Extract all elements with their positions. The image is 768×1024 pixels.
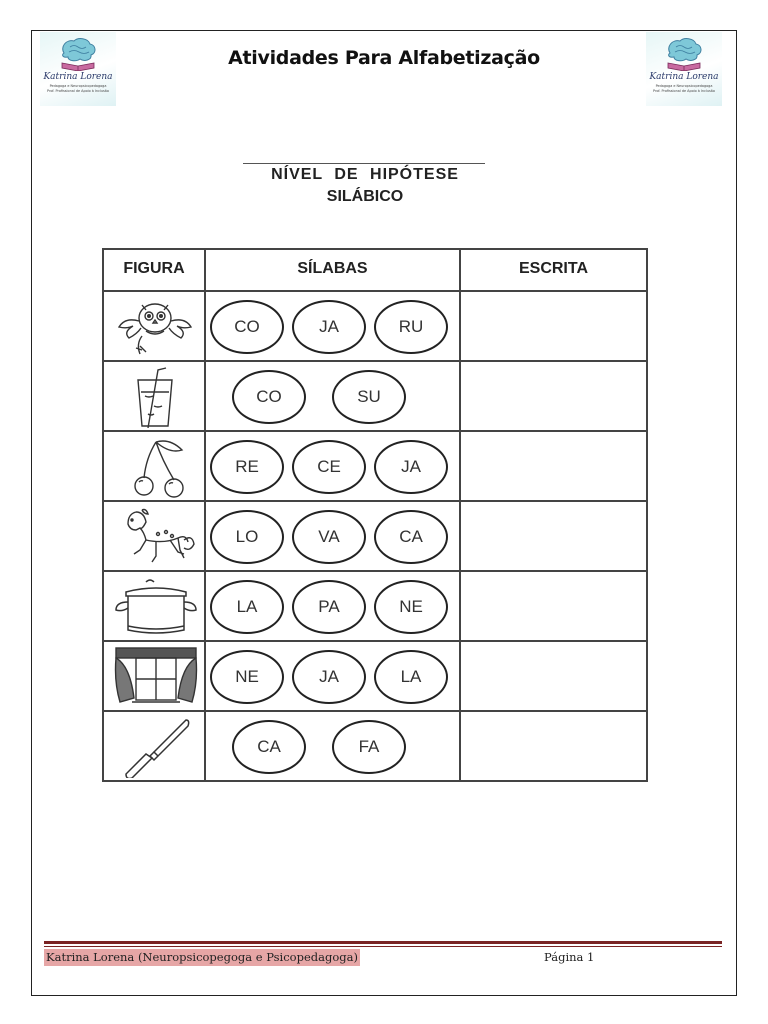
writing-cell[interactable] bbox=[460, 291, 647, 361]
syllable-bubble: CA bbox=[232, 720, 306, 774]
syllable-bubble: CE bbox=[292, 440, 366, 494]
figure-cell bbox=[103, 431, 205, 501]
figure-cell bbox=[103, 291, 205, 361]
worksheet-subtitle: SILÁBICO bbox=[326, 188, 404, 205]
table-row bbox=[103, 641, 647, 711]
horse-icon bbox=[112, 506, 198, 568]
syllable-bubble: CO bbox=[232, 370, 306, 424]
syllable-bubble: RU bbox=[374, 300, 448, 354]
column-header-escrita: ESCRITA bbox=[460, 249, 647, 291]
footer-author: Katrina Lorena (Neuropsicopegoga e Psicopedagoga) bbox=[46, 950, 358, 964]
syllable-bubble: VA bbox=[292, 510, 366, 564]
syllable-table bbox=[102, 248, 648, 782]
logo-subtitle: Prof. Profissional de Apoio à Inclusão bbox=[653, 89, 715, 93]
writing-cell[interactable] bbox=[460, 571, 647, 641]
logo-subtitle: Pedagoga e Neuropsicopedagoga bbox=[49, 84, 107, 88]
syllable-bubble: CO bbox=[210, 300, 284, 354]
writing-cell[interactable] bbox=[460, 431, 647, 501]
writing-cell[interactable] bbox=[460, 641, 647, 711]
table-header-row bbox=[103, 249, 647, 291]
syllables-cell bbox=[205, 431, 460, 501]
footer-rule bbox=[44, 946, 722, 947]
page-number: Página 1 bbox=[544, 950, 595, 964]
logo-name: Katrina Lorena bbox=[649, 72, 719, 82]
footer-rule bbox=[44, 941, 722, 944]
logo-left bbox=[40, 32, 116, 106]
figure-cell bbox=[103, 641, 205, 711]
cherry-icon bbox=[112, 436, 198, 498]
title-rule bbox=[243, 163, 485, 164]
syllable-bubble: LA bbox=[374, 650, 448, 704]
logo-name: Katrina Lorena bbox=[43, 72, 113, 82]
brain-book-icon bbox=[58, 37, 98, 71]
table-row bbox=[103, 291, 647, 361]
syllable-bubble: NE bbox=[374, 580, 448, 634]
syllable-bubble: JA bbox=[292, 300, 366, 354]
knife-icon bbox=[112, 716, 198, 778]
writing-cell[interactable] bbox=[460, 711, 647, 781]
syllable-bubble: LA bbox=[210, 580, 284, 634]
syllable-bubble: CA bbox=[374, 510, 448, 564]
column-header-silabas: SÍLABAS bbox=[205, 249, 460, 291]
syllable-bubble: JA bbox=[374, 440, 448, 494]
figure-cell bbox=[103, 711, 205, 781]
logo-subtitle: Pedagoga e Neuropsicopedagoga bbox=[655, 84, 713, 88]
syllable-bubble: LO bbox=[210, 510, 284, 564]
syllables-cell bbox=[205, 641, 460, 711]
owl-icon bbox=[112, 296, 198, 358]
logo-subtitle: Prof. Profissional de Apoio à Inclusão bbox=[47, 89, 109, 93]
column-header-figura: FIGURA bbox=[103, 249, 205, 291]
window-icon bbox=[112, 646, 198, 708]
syllables-cell bbox=[205, 361, 460, 431]
syllables-cell bbox=[205, 571, 460, 641]
table-row bbox=[103, 571, 647, 641]
syllables-cell bbox=[205, 501, 460, 571]
writing-cell[interactable] bbox=[460, 361, 647, 431]
syllable-bubble: JA bbox=[292, 650, 366, 704]
table-row bbox=[103, 711, 647, 781]
figure-cell bbox=[103, 571, 205, 641]
worksheet-title: NÍVEL DE HIPÓTESE bbox=[271, 166, 459, 183]
syllable-bubble: SU bbox=[332, 370, 406, 424]
brain-book-icon bbox=[664, 37, 704, 71]
table-row bbox=[103, 361, 647, 431]
pot-icon bbox=[112, 576, 198, 638]
syllables-cell bbox=[205, 711, 460, 781]
syllables-cell bbox=[205, 291, 460, 361]
syllable-bubble: RE bbox=[210, 440, 284, 494]
syllable-bubble: PA bbox=[292, 580, 366, 634]
table-row bbox=[103, 501, 647, 571]
juice-glass-icon bbox=[112, 366, 198, 428]
writing-cell[interactable] bbox=[460, 501, 647, 571]
syllable-bubble: NE bbox=[210, 650, 284, 704]
page-title: Atividades Para Alfabetização bbox=[228, 47, 540, 69]
syllable-bubble: FA bbox=[332, 720, 406, 774]
logo-right bbox=[646, 32, 722, 106]
table-row bbox=[103, 431, 647, 501]
figure-cell bbox=[103, 501, 205, 571]
figure-cell bbox=[103, 361, 205, 431]
